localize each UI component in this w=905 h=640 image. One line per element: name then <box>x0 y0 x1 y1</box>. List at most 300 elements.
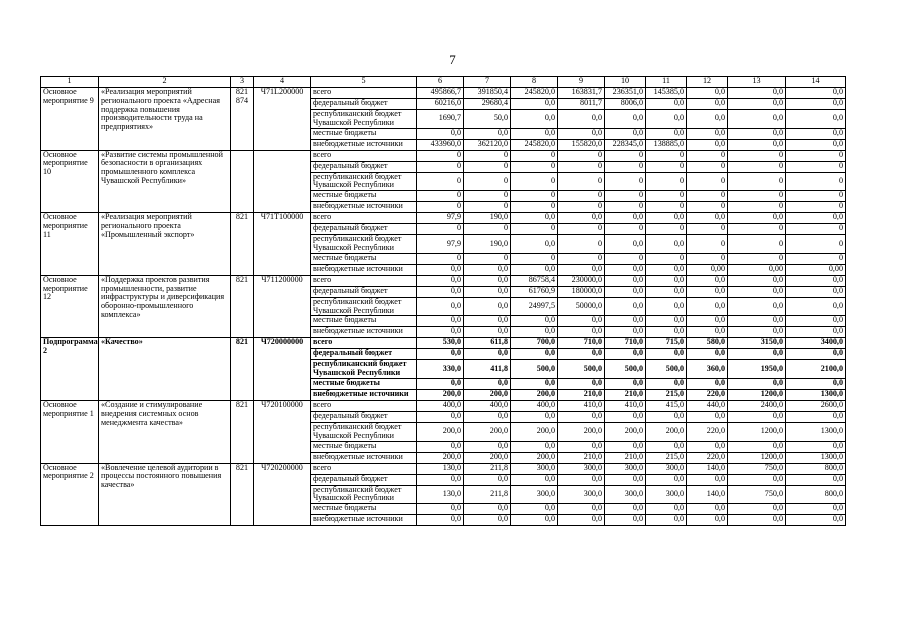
value-cell: 0 <box>558 161 605 172</box>
value-cell: 0,0 <box>786 128 846 139</box>
value-cell: 0,0 <box>786 213 846 224</box>
value-cell: 200,0 <box>646 422 687 441</box>
funding-source-cell: республиканский бюджет Чувашской Республики <box>311 485 417 504</box>
value-cell: 391850,4 <box>464 88 511 99</box>
value-cell: 0 <box>464 150 511 161</box>
value-cell: 0,0 <box>605 110 646 129</box>
value-cell: 0,0 <box>511 213 558 224</box>
activity-name-cell: «Качество» <box>99 338 231 401</box>
col-header: 11 <box>646 77 687 88</box>
value-cell: 211,8 <box>464 485 511 504</box>
activity-name-cell: «Вовлечение целевой аудитории в процессы постоянного повышения качества» <box>99 463 231 526</box>
value-cell: 210,0 <box>605 389 646 400</box>
value-cell: 0,0 <box>646 515 687 526</box>
value-cell: 715,0 <box>646 338 687 349</box>
value-cell: 0 <box>605 172 646 191</box>
value-cell: 0,0 <box>786 275 846 286</box>
value-cell: 495866,7 <box>417 88 464 99</box>
activity-name-cell: «Поддержка проектов развития промышленности, развитие инфраструктуры и диверсификация оборонно-промышленного комплекса» <box>99 275 231 338</box>
value-cell: 0,0 <box>728 110 786 129</box>
funding-source-cell: всего <box>311 275 417 286</box>
value-cell: 0,0 <box>558 316 605 327</box>
value-cell: 400,0 <box>511 400 558 411</box>
value-cell: 245820,0 <box>511 139 558 150</box>
funding-source-cell: республиканский бюджет Чувашской Республики <box>311 235 417 254</box>
funding-source-cell: местные бюджеты <box>311 504 417 515</box>
grbs-cell: 821 874 <box>231 88 254 151</box>
value-cell: 0,0 <box>605 128 646 139</box>
table-row <box>41 213 846 224</box>
funding-source-cell: внебюджетные источники <box>311 327 417 338</box>
value-cell: 0,0 <box>728 99 786 110</box>
value-cell: 0,0 <box>417 286 464 297</box>
value-cell: 0 <box>605 161 646 172</box>
value-cell: 0,0 <box>511 441 558 452</box>
value-cell: 0 <box>511 172 558 191</box>
value-cell: 0,0 <box>605 235 646 254</box>
funding-source-cell: местные бюджеты <box>311 128 417 139</box>
value-cell: 0 <box>605 202 646 213</box>
value-cell: 0,0 <box>464 515 511 526</box>
value-cell: 200,0 <box>558 422 605 441</box>
value-cell: 0 <box>687 202 728 213</box>
funding-source-cell: местные бюджеты <box>311 191 417 202</box>
value-cell: 0 <box>558 253 605 264</box>
value-cell: 0 <box>464 161 511 172</box>
value-cell: 0 <box>728 224 786 235</box>
value-cell: 0,0 <box>728 515 786 526</box>
funding-source-cell: внебюджетные источники <box>311 389 417 400</box>
value-cell: 8011,7 <box>558 99 605 110</box>
status-cell: Основное мероприятие 1 <box>41 400 99 463</box>
value-cell: 0,0 <box>786 297 846 316</box>
value-cell: 0,0 <box>687 139 728 150</box>
value-cell: 0 <box>786 224 846 235</box>
value-cell: 130,0 <box>417 485 464 504</box>
value-cell: 0,0 <box>464 128 511 139</box>
value-cell: 50000,0 <box>558 297 605 316</box>
value-cell: 0,0 <box>786 110 846 129</box>
table-row <box>41 338 846 349</box>
value-cell: 750,0 <box>728 485 786 504</box>
value-cell: 530,0 <box>417 338 464 349</box>
value-cell: 0,0 <box>605 286 646 297</box>
value-cell: 0,0 <box>511 378 558 389</box>
value-cell: 86758,4 <box>511 275 558 286</box>
value-cell: 0,0 <box>605 275 646 286</box>
value-cell: 0,0 <box>646 441 687 452</box>
value-cell: 200,0 <box>464 422 511 441</box>
value-cell: 0,0 <box>687 110 728 129</box>
value-cell: 0,0 <box>511 316 558 327</box>
value-cell: 0,0 <box>728 88 786 99</box>
col-header: 13 <box>728 77 786 88</box>
value-cell: 0,0 <box>511 504 558 515</box>
value-cell: 0,0 <box>687 128 728 139</box>
value-cell: 0,0 <box>558 128 605 139</box>
value-cell: 0,00 <box>786 264 846 275</box>
value-cell: 0,0 <box>417 128 464 139</box>
value-cell: 200,0 <box>464 452 511 463</box>
value-cell: 1300,0 <box>786 422 846 441</box>
value-cell: 0,0 <box>646 275 687 286</box>
table-row <box>41 88 846 99</box>
funding-source-cell: местные бюджеты <box>311 441 417 452</box>
value-cell: 0,0 <box>511 411 558 422</box>
value-cell: 138885,0 <box>646 139 687 150</box>
col-header: 10 <box>605 77 646 88</box>
value-cell: 0,0 <box>728 316 786 327</box>
code-cell: Ч720000000 <box>254 338 311 401</box>
value-cell: 0,0 <box>646 349 687 360</box>
value-cell: 0 <box>605 253 646 264</box>
value-cell: 210,0 <box>558 452 605 463</box>
value-cell: 0,0 <box>558 441 605 452</box>
value-cell: 0 <box>687 224 728 235</box>
value-cell: 0,0 <box>511 110 558 129</box>
value-cell: 0,0 <box>646 327 687 338</box>
value-cell: 200,0 <box>417 422 464 441</box>
activity-name-cell: «Создание и стимулирование внедрения системных основ менеджмента качества» <box>99 400 231 463</box>
value-cell: 0,0 <box>687 213 728 224</box>
value-cell: 215,0 <box>646 452 687 463</box>
value-cell: 0,0 <box>605 411 646 422</box>
value-cell: 0,0 <box>646 128 687 139</box>
status-cell: Подпрограмма 2 <box>41 338 99 401</box>
value-cell: 0 <box>417 224 464 235</box>
value-cell: 0,0 <box>464 441 511 452</box>
value-cell: 0,0 <box>558 378 605 389</box>
value-cell: 0,0 <box>728 213 786 224</box>
funding-source-cell: внебюджетные источники <box>311 202 417 213</box>
value-cell: 0,0 <box>786 441 846 452</box>
value-cell: 0,0 <box>605 474 646 485</box>
value-cell: 0,0 <box>511 349 558 360</box>
table-row <box>41 463 846 474</box>
status-cell: Основное мероприятие 11 <box>41 213 99 276</box>
value-cell: 0 <box>786 150 846 161</box>
value-cell: 0,0 <box>417 275 464 286</box>
status-cell: Основное мероприятие 2 <box>41 463 99 526</box>
value-cell: 0,0 <box>687 441 728 452</box>
value-cell: 0,0 <box>511 235 558 254</box>
col-header: 2 <box>99 77 231 88</box>
value-cell: 0,0 <box>687 504 728 515</box>
value-cell: 0 <box>687 253 728 264</box>
value-cell: 236351,0 <box>605 88 646 99</box>
funding-source-cell: республиканский бюджет Чувашской Республики <box>311 110 417 129</box>
value-cell: 0 <box>464 172 511 191</box>
value-cell: 0 <box>605 224 646 235</box>
value-cell: 0 <box>728 161 786 172</box>
value-cell: 0,0 <box>605 327 646 338</box>
table-row <box>41 150 846 161</box>
value-cell: 0 <box>417 172 464 191</box>
value-cell: 210,0 <box>558 389 605 400</box>
value-cell: 0,0 <box>728 139 786 150</box>
col-header: 14 <box>786 77 846 88</box>
value-cell: 0,0 <box>558 264 605 275</box>
value-cell: 0,0 <box>417 264 464 275</box>
value-cell: 360,0 <box>687 360 728 379</box>
value-cell: 0,0 <box>464 275 511 286</box>
col-header: 1 <box>41 77 99 88</box>
value-cell: 0,0 <box>646 286 687 297</box>
value-cell: 300,0 <box>605 485 646 504</box>
value-cell: 300,0 <box>511 485 558 504</box>
value-cell: 800,0 <box>786 485 846 504</box>
value-cell: 0,0 <box>646 213 687 224</box>
funding-source-cell: всего <box>311 88 417 99</box>
value-cell: 0,0 <box>605 378 646 389</box>
value-cell: 0,0 <box>687 515 728 526</box>
value-cell: 0,0 <box>417 441 464 452</box>
value-cell: 0,0 <box>786 411 846 422</box>
value-cell: 24997,5 <box>511 297 558 316</box>
col-header: 9 <box>558 77 605 88</box>
value-cell: 0,0 <box>728 349 786 360</box>
value-cell: 0,0 <box>687 474 728 485</box>
funding-source-cell: федеральный бюджет <box>311 99 417 110</box>
value-cell: 0,0 <box>646 110 687 129</box>
value-cell: 0,0 <box>417 349 464 360</box>
value-cell: 0 <box>417 202 464 213</box>
value-cell: 710,0 <box>605 338 646 349</box>
funding-source-cell: местные бюджеты <box>311 253 417 264</box>
value-cell: 0 <box>417 191 464 202</box>
value-cell: 0,0 <box>687 327 728 338</box>
value-cell: 0 <box>646 150 687 161</box>
funding-source-cell: всего <box>311 338 417 349</box>
value-cell: 0,0 <box>687 378 728 389</box>
value-cell: 0,0 <box>511 264 558 275</box>
value-cell: 0 <box>786 172 846 191</box>
value-cell: 140,0 <box>687 485 728 504</box>
code-cell: Ч711200000 <box>254 275 311 338</box>
value-cell: 433960,0 <box>417 139 464 150</box>
value-cell: 180000,0 <box>558 286 605 297</box>
grbs-cell: 821 <box>231 213 254 276</box>
funding-source-cell: республиканский бюджет Чувашской Республики <box>311 422 417 441</box>
value-cell: 0 <box>605 191 646 202</box>
value-cell: 500,0 <box>558 360 605 379</box>
value-cell: 0,0 <box>605 297 646 316</box>
value-cell: 0 <box>786 161 846 172</box>
value-cell: 0,0 <box>417 316 464 327</box>
value-cell: 0,0 <box>605 264 646 275</box>
value-cell: 0 <box>646 161 687 172</box>
grbs-cell: 821 <box>231 338 254 401</box>
value-cell: 411,8 <box>464 360 511 379</box>
value-cell: 200,0 <box>417 452 464 463</box>
value-cell: 97,9 <box>417 235 464 254</box>
value-cell: 0,0 <box>417 411 464 422</box>
table-row <box>41 275 846 286</box>
value-cell: 0 <box>646 202 687 213</box>
value-cell: 0,0 <box>687 349 728 360</box>
value-cell: 0,0 <box>687 297 728 316</box>
value-cell: 0,0 <box>558 474 605 485</box>
value-cell: 0,0 <box>464 349 511 360</box>
value-cell: 97,9 <box>417 213 464 224</box>
value-cell: 190,0 <box>464 213 511 224</box>
status-cell: Основное мероприятие 12 <box>41 275 99 338</box>
value-cell: 0 <box>646 224 687 235</box>
code-cell: Ч720200000 <box>254 463 311 526</box>
value-cell: 60216,0 <box>417 99 464 110</box>
value-cell: 0,0 <box>464 378 511 389</box>
funding-source-cell: республиканский бюджет Чувашской Республики <box>311 360 417 379</box>
value-cell: 0,0 <box>417 297 464 316</box>
col-header: 3 <box>231 77 254 88</box>
value-cell: 0,0 <box>646 504 687 515</box>
value-cell: 0,0 <box>687 286 728 297</box>
value-cell: 0,0 <box>728 297 786 316</box>
value-cell: 0,0 <box>511 474 558 485</box>
status-cell: Основное мероприятие 10 <box>41 150 99 213</box>
value-cell: 0,0 <box>687 99 728 110</box>
value-cell: 0 <box>558 191 605 202</box>
value-cell: 1200,0 <box>728 452 786 463</box>
value-cell: 8006,0 <box>605 99 646 110</box>
value-cell: 0 <box>558 224 605 235</box>
value-cell: 750,0 <box>728 463 786 474</box>
funding-source-cell: федеральный бюджет <box>311 349 417 360</box>
col-header: 7 <box>464 77 511 88</box>
value-cell: 300,0 <box>558 463 605 474</box>
value-cell: 29680,4 <box>464 99 511 110</box>
value-cell: 500,0 <box>646 360 687 379</box>
value-cell: 0,0 <box>511 515 558 526</box>
value-cell: 440,0 <box>687 400 728 411</box>
col-header: 12 <box>687 77 728 88</box>
value-cell: 211,8 <box>464 463 511 474</box>
value-cell: 0 <box>511 191 558 202</box>
value-cell: 0,0 <box>786 99 846 110</box>
value-cell: 1690,7 <box>417 110 464 129</box>
value-cell: 300,0 <box>558 485 605 504</box>
funding-source-cell: федеральный бюджет <box>311 224 417 235</box>
value-cell: 145385,0 <box>646 88 687 99</box>
value-cell: 0,0 <box>605 349 646 360</box>
value-cell: 200,0 <box>464 389 511 400</box>
value-cell: 0 <box>687 150 728 161</box>
value-cell: 0,0 <box>417 378 464 389</box>
value-cell: 0 <box>605 150 646 161</box>
value-cell: 0,0 <box>417 474 464 485</box>
value-cell: 0 <box>558 202 605 213</box>
value-cell: 163831,7 <box>558 88 605 99</box>
value-cell: 0 <box>646 172 687 191</box>
grbs-cell: 821 <box>231 463 254 526</box>
table-body <box>41 77 846 526</box>
funding-source-cell: всего <box>311 463 417 474</box>
value-cell: 0,0 <box>646 235 687 254</box>
value-cell: 0 <box>511 161 558 172</box>
value-cell: 0,0 <box>605 504 646 515</box>
value-cell: 0 <box>728 253 786 264</box>
value-cell: 0,0 <box>646 264 687 275</box>
value-cell: 3150,0 <box>728 338 786 349</box>
value-cell: 0 <box>728 150 786 161</box>
value-cell: 0,0 <box>687 411 728 422</box>
value-cell: 0,0 <box>728 441 786 452</box>
value-cell: 0,0 <box>786 316 846 327</box>
value-cell: 1300,0 <box>786 452 846 463</box>
value-cell: 190,0 <box>464 235 511 254</box>
value-cell: 245820,0 <box>511 88 558 99</box>
code-cell: Ч720100000 <box>254 400 311 463</box>
value-cell: 0,0 <box>605 515 646 526</box>
value-cell: 0,00 <box>687 264 728 275</box>
value-cell: 0,0 <box>464 286 511 297</box>
value-cell: 0,0 <box>786 515 846 526</box>
value-cell: 0,0 <box>464 474 511 485</box>
value-cell: 0,0 <box>558 110 605 129</box>
code-cell: Ч71Т100000 <box>254 213 311 276</box>
value-cell: 400,0 <box>417 400 464 411</box>
value-cell: 0,0 <box>687 275 728 286</box>
value-cell: 0,0 <box>786 88 846 99</box>
grbs-cell <box>231 150 254 213</box>
value-cell: 0,0 <box>464 316 511 327</box>
value-cell: 0 <box>511 202 558 213</box>
value-cell: 0,00 <box>728 264 786 275</box>
grbs-cell: 821 <box>231 275 254 338</box>
funding-source-cell: местные бюджеты <box>311 378 417 389</box>
funding-source-cell: внебюджетные источники <box>311 264 417 275</box>
code-cell: Ч71L200000 <box>254 88 311 151</box>
value-cell: 1200,0 <box>728 389 786 400</box>
value-cell: 400,0 <box>464 400 511 411</box>
activity-name-cell: «Реализация мероприятий регионального проекта «Адресная поддержка повышения производительности труда на предприятиях» <box>99 88 231 151</box>
value-cell: 0,0 <box>786 504 846 515</box>
value-cell: 1200,0 <box>728 422 786 441</box>
table-row <box>41 400 846 411</box>
value-cell: 0,0 <box>728 275 786 286</box>
value-cell: 800,0 <box>786 463 846 474</box>
value-cell: 0,0 <box>464 327 511 338</box>
funding-source-cell: всего <box>311 150 417 161</box>
value-cell: 0,0 <box>605 316 646 327</box>
value-cell: 611,8 <box>464 338 511 349</box>
value-cell: 0,0 <box>646 411 687 422</box>
value-cell: 0 <box>464 191 511 202</box>
value-cell: 0 <box>687 191 728 202</box>
funding-source-cell: всего <box>311 213 417 224</box>
value-cell: 700,0 <box>511 338 558 349</box>
value-cell: 3400,0 <box>786 338 846 349</box>
funding-source-cell: федеральный бюджет <box>311 411 417 422</box>
activity-name-cell: «Развитие системы промышленной безопасности в организациях промышленного комплекса Чувашской Республики» <box>99 150 231 213</box>
value-cell: 0 <box>728 202 786 213</box>
value-cell: 0,0 <box>605 213 646 224</box>
value-cell: 0,0 <box>464 297 511 316</box>
value-cell: 300,0 <box>646 463 687 474</box>
value-cell: 0,0 <box>464 264 511 275</box>
value-cell: 0 <box>687 161 728 172</box>
value-cell: 0 <box>417 150 464 161</box>
value-cell: 300,0 <box>646 485 687 504</box>
value-cell: 220,0 <box>687 389 728 400</box>
funding-source-cell: республиканский бюджет Чувашской Республики <box>311 172 417 191</box>
value-cell: 362120,0 <box>464 139 511 150</box>
value-cell: 130,0 <box>417 463 464 474</box>
value-cell: 0,0 <box>687 316 728 327</box>
funding-source-cell: федеральный бюджет <box>311 161 417 172</box>
value-cell: 0,0 <box>728 378 786 389</box>
value-cell: 0,0 <box>728 128 786 139</box>
